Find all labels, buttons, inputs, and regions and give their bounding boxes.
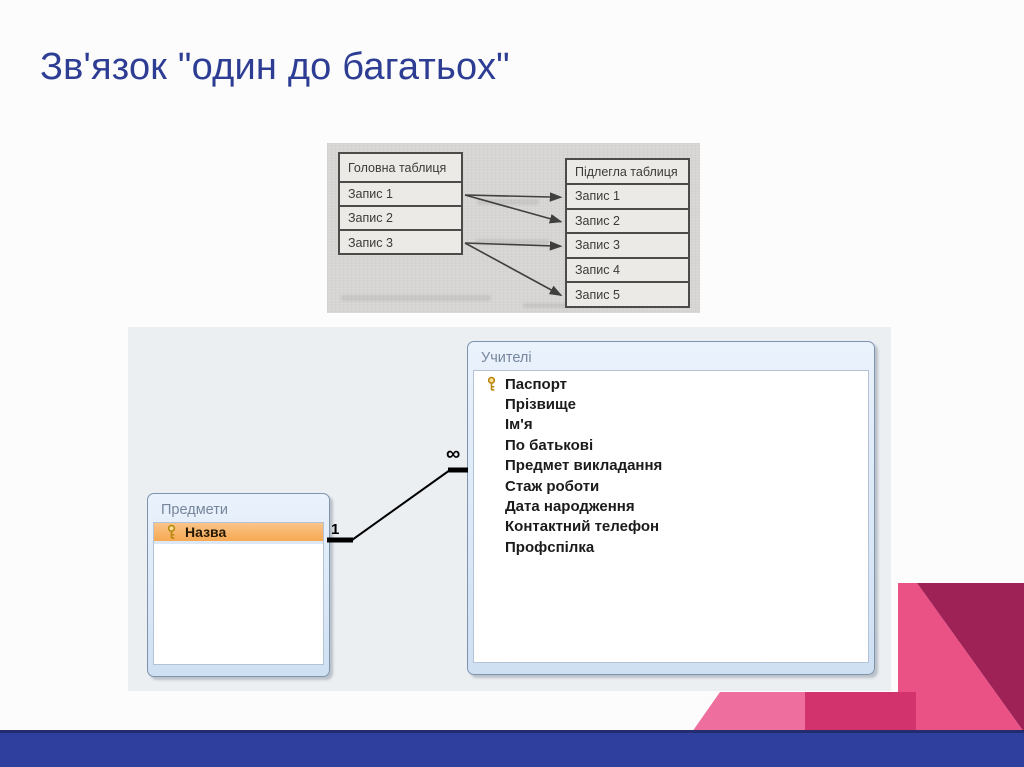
record-label: Запис 3 bbox=[348, 236, 393, 250]
record-label: Запис 1 bbox=[348, 187, 393, 201]
bottom-blue-bar bbox=[0, 733, 1024, 767]
record-label: Запис 3 bbox=[575, 238, 620, 253]
record-row bbox=[340, 231, 461, 255]
record-row bbox=[340, 207, 461, 231]
child-table-rows bbox=[567, 185, 688, 308]
field-row bbox=[474, 476, 868, 496]
record-link-arrow bbox=[465, 195, 561, 197]
field-row bbox=[474, 537, 868, 557]
child-table-header: Підлегла таблиця bbox=[567, 160, 688, 185]
main-table-rows bbox=[340, 183, 461, 255]
field-label: Дата народження bbox=[505, 498, 635, 516]
field-label: Профспілка bbox=[505, 538, 595, 556]
record-label: Запис 2 bbox=[575, 213, 620, 228]
field-label: Предмет викладання bbox=[505, 457, 663, 475]
teachers-table-title: Учителі bbox=[481, 349, 532, 366]
field-label: Назва bbox=[185, 524, 227, 540]
record-row bbox=[567, 185, 688, 210]
field-label: Контактний телефон bbox=[505, 518, 660, 536]
field-label: Стаж роботи bbox=[505, 477, 600, 495]
primary-key-icon bbox=[484, 376, 498, 392]
record-row bbox=[567, 283, 688, 308]
field-row bbox=[474, 415, 868, 435]
bright-pink-triangle bbox=[898, 583, 1024, 732]
record-row bbox=[567, 210, 688, 235]
scan-artifact bbox=[475, 239, 549, 245]
record-label: Запис 5 bbox=[575, 288, 620, 303]
field-label: Прізвище bbox=[505, 396, 577, 414]
primary-key-icon bbox=[164, 524, 178, 540]
teachers-table-box bbox=[467, 341, 875, 675]
field-row bbox=[474, 374, 868, 394]
bottom-bar-edge bbox=[0, 730, 1024, 733]
field-row bbox=[474, 517, 868, 537]
subjects-key-field-row bbox=[154, 523, 323, 544]
record-link-arrow bbox=[465, 243, 561, 295]
record-label: Запис 2 bbox=[348, 211, 393, 225]
field-row bbox=[474, 456, 868, 476]
main-table-diagram bbox=[338, 152, 463, 255]
book-scan-image bbox=[327, 143, 700, 313]
record-label: Запис 1 bbox=[575, 189, 620, 204]
slide-title: Зв'язок "один до багатьох" bbox=[40, 46, 510, 88]
deep-pink-shape bbox=[805, 692, 916, 732]
record-row bbox=[567, 259, 688, 284]
field-row bbox=[474, 394, 868, 414]
access-relationships-screenshot bbox=[128, 327, 891, 691]
field-label: Ім'я bbox=[505, 416, 533, 434]
teachers-field-list bbox=[474, 371, 868, 558]
field-label: По батькові bbox=[505, 436, 594, 454]
scan-artifact bbox=[477, 199, 539, 205]
record-label: Запис 4 bbox=[575, 262, 620, 277]
record-row bbox=[340, 183, 461, 207]
relationship-many-label: ∞ bbox=[446, 443, 461, 465]
subjects-table-title: Предмети bbox=[161, 501, 228, 518]
relationship-one-label: 1 bbox=[331, 521, 340, 538]
field-row bbox=[474, 435, 868, 455]
light-pink-trapezoid bbox=[692, 692, 805, 732]
record-row bbox=[567, 234, 688, 259]
field-label: Паспорт bbox=[505, 375, 567, 393]
subjects-table-box bbox=[147, 493, 330, 677]
main-table-header: Головна таблиця bbox=[340, 154, 461, 183]
maroon-triangle bbox=[917, 583, 1024, 732]
child-table-diagram bbox=[565, 158, 690, 308]
scan-artifact bbox=[341, 295, 491, 301]
field-row bbox=[474, 496, 868, 516]
